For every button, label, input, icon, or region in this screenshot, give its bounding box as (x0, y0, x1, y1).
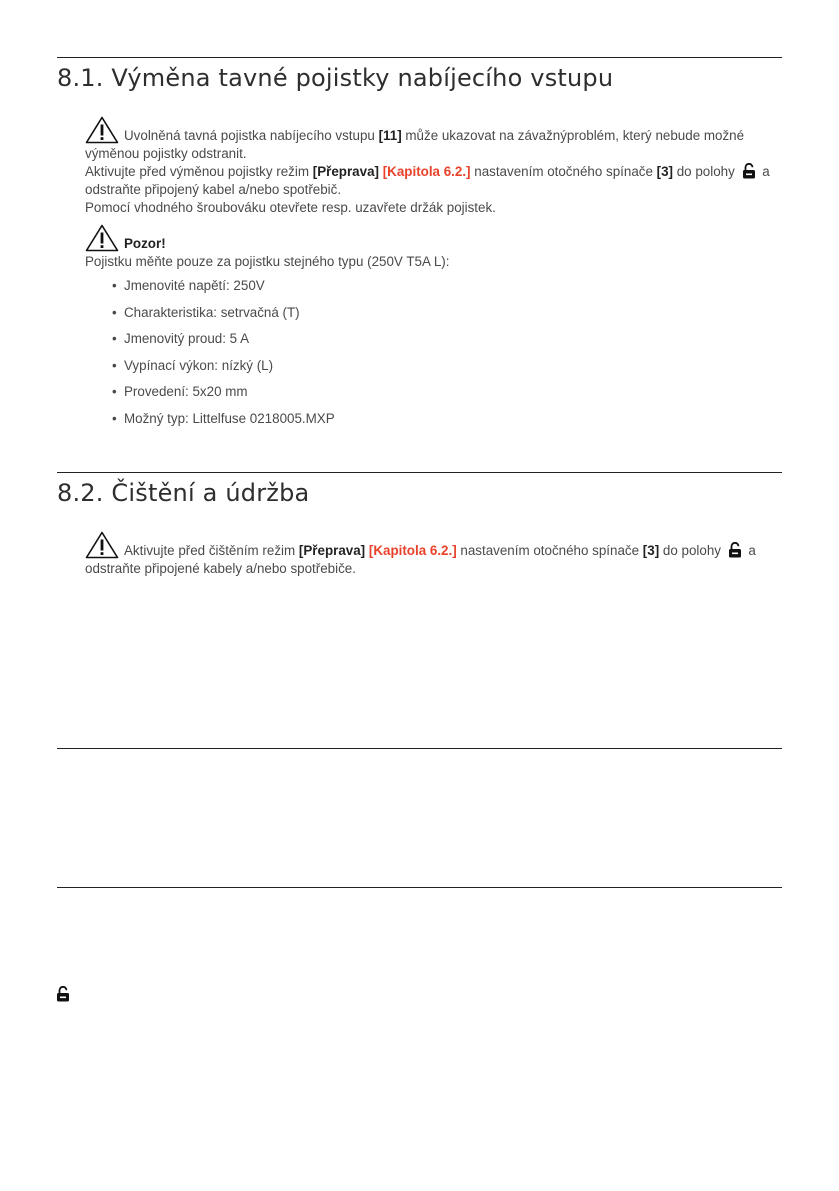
chapter-link[interactable]: [Kapitola 6.2.] (368, 543, 457, 558)
screwdriver-paragraph: Pomocí vhodného šroubováku otevřete resp. uzavřete držák pojistek. (85, 200, 496, 215)
warning-triangle-icon (85, 531, 119, 559)
list-item: • Jmenovité napětí: 250V (112, 278, 265, 293)
list-item: • Charakteristika: setrvačná (T) (112, 304, 300, 320)
warning-block-fuse (85, 116, 780, 217)
unlocked-padlock-icon (742, 163, 756, 179)
section-rule (57, 748, 782, 749)
caution-text: Pojistku měňte pouze za pojistku stejného typu (250V T5A L): (85, 254, 450, 269)
switch-ref: [3] (656, 164, 674, 179)
component-ref: [11] (378, 128, 402, 143)
section-rule (57, 57, 782, 58)
section-title: 8.2. Čištění a údržba (57, 479, 310, 507)
warning-block-cleaning (85, 531, 780, 578)
warning-paragraph: Uvolněná tavná pojistka nabíjecího vstupu [11] může ukazovat na závažnýproblém, který nebude možné výměnou pojistky odstranit. (85, 116, 780, 163)
mode-ref: [Přeprava] (312, 164, 379, 179)
chapter-link[interactable]: [Kapitola 6.2.] (382, 164, 471, 179)
list-item: • Vypínací výkon: nízký (L) (112, 357, 274, 373)
caution-block (85, 224, 780, 271)
fuse-spec-list (112, 277, 335, 437)
section-rule (57, 887, 782, 888)
switch-ref: [3] (642, 543, 660, 558)
caution-label: Pozor! (124, 236, 166, 251)
list-item: • Jmenovitý proud: 5 A (112, 331, 250, 347)
warning-triangle-icon (85, 224, 119, 252)
warning-triangle-icon (85, 116, 119, 144)
section-rule (57, 472, 782, 473)
list-item: • Možný typ: Littelfuse 0218005.MXP (112, 410, 335, 426)
list-item: • Provedení: 5x20 mm (112, 384, 248, 400)
mode-ref: [Přeprava] (298, 543, 366, 558)
unlocked-padlock-icon (728, 542, 742, 558)
warning-paragraph: Aktivujte před čištěním režim [Přeprava] [Kapitola 6.2.] nastavením otočného spínače [3] do polohy a odstraňte připojené kabely a/nebo spotřebiče. (85, 531, 780, 578)
unlocked-padlock-icon (56, 986, 70, 1002)
instruction-paragraph: Aktivujte před výměnou pojistky režim [Přeprava] [Kapitola 6.2.] nastavením otočného spínače [3] do polohy a odstraňte připojený kabel a/nebo spotřebič. (85, 164, 770, 197)
section-title: 8.1. Výměna tavné pojistky nabíjecího vstupu (57, 64, 614, 92)
